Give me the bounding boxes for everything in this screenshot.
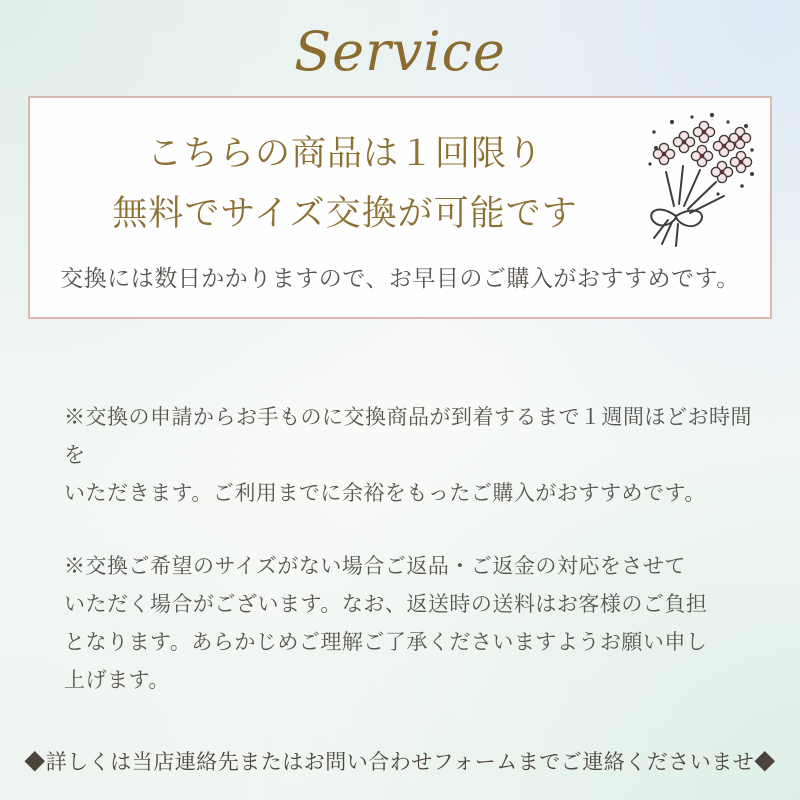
contact-footer-text: ◆詳しくは当店連絡先またはお問い合わせフォームまでご連絡くださいませ◆ <box>24 751 776 774</box>
note-line: いただく場合がございます。なお、返送時の送料はお客様のご負担 <box>64 593 708 616</box>
note-line: ※交換の申請からお手ものに交換商品が到着するまで１週間ほどお時間を <box>64 406 752 467</box>
notice-heading-line2: 無料でサイズ交換が可能です <box>112 194 578 233</box>
notes-section <box>64 399 764 700</box>
note-line: いただきます。ご利用までに余裕をもったご購入がおすすめです。 <box>64 482 706 505</box>
note-exchange-leadtime <box>64 399 764 513</box>
note-return-refund-policy <box>64 548 764 700</box>
page-title: Service <box>294 20 506 83</box>
notice-heading-line1: こちらの商品は１回限り <box>146 134 543 173</box>
notice-box <box>28 96 772 319</box>
note-line: 上げます。 <box>64 669 170 692</box>
flower-bouquet-icon <box>624 108 756 256</box>
notice-subtext: 交換には数日かかりますので、お早目のご購入がおすすめです。 <box>60 265 740 291</box>
note-line: となります。あらかじめご理解ご了承くださいますようお願い申し <box>64 631 708 654</box>
note-line: ※交換ご希望のサイズがない場合ご返品・ご返金の対応をさせて <box>64 555 686 578</box>
